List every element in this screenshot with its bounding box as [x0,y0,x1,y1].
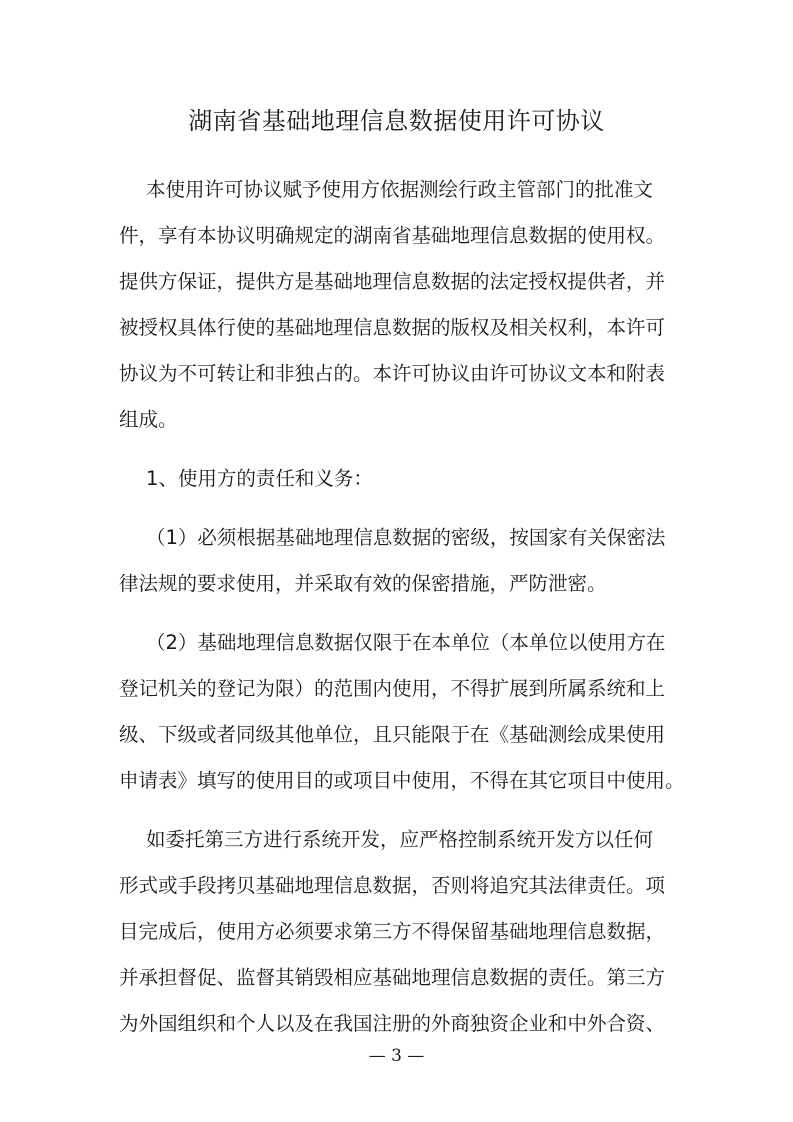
line-text: 级、下级或者同级其他单位，且只能限于在《基础测绘成果使用 [119,723,666,746]
line-text: 目完成后，使用方必须要求第三方不得保留基础地理信息数据， [119,920,666,943]
line-text: 为外国组织和个人以及在我国注册的外商独资企业和中外合资、 [119,1012,666,1035]
line-text: 件，享有本协议明确规定的湖南省基础地理信息数据的使用权。 [119,224,666,247]
line-text: 组成。 [119,408,178,431]
page-number: — 3 — [368,1046,425,1066]
line-text: 形式或手段拷贝基础地理信息数据，否则将追究其法律责任。项 [119,874,666,897]
line-text: （2）基础地理信息数据仅限于在本单位（本单位以使用方在 [146,631,666,654]
line-text: 申请表》填写的使用目的或项目中使用，不得在其它项目中使用。 [119,769,685,792]
line-text: 律法规的要求使用，并采取有效的保密措施，严防泄密。 [119,572,607,595]
line-text: （1）必须根据基础地理信息数据的密级，按国家有关保密法 [146,526,666,549]
line-text: 1、使用方的责任和义务： [146,467,373,490]
line-text: 被授权具体行使的基础地理信息数据的版权及相关权利，本许可 [119,316,666,339]
document-title: 湖南省基础地理信息数据使用许可协议 [188,107,605,135]
line-text: 提供方保证，提供方是基础地理信息数据的法定授权提供者，并 [119,270,666,293]
line-text: 本使用许可协议赋予使用方依据测绘行政主管部门的批准文 [146,178,654,201]
line-text: 并承担督促、监督其销毁相应基础地理信息数据的责任。第三方 [119,966,666,989]
line-text: 如委托第三方进行系统开发，应严格控制系统开发方以任何 [146,828,654,851]
line-text: 协议为不可转让和非独占的。本许可协议由许可协议文本和附表 [119,362,666,385]
line-text: 登记机关的登记为限）的范围内使用，不得扩展到所属系统和上 [119,677,666,700]
